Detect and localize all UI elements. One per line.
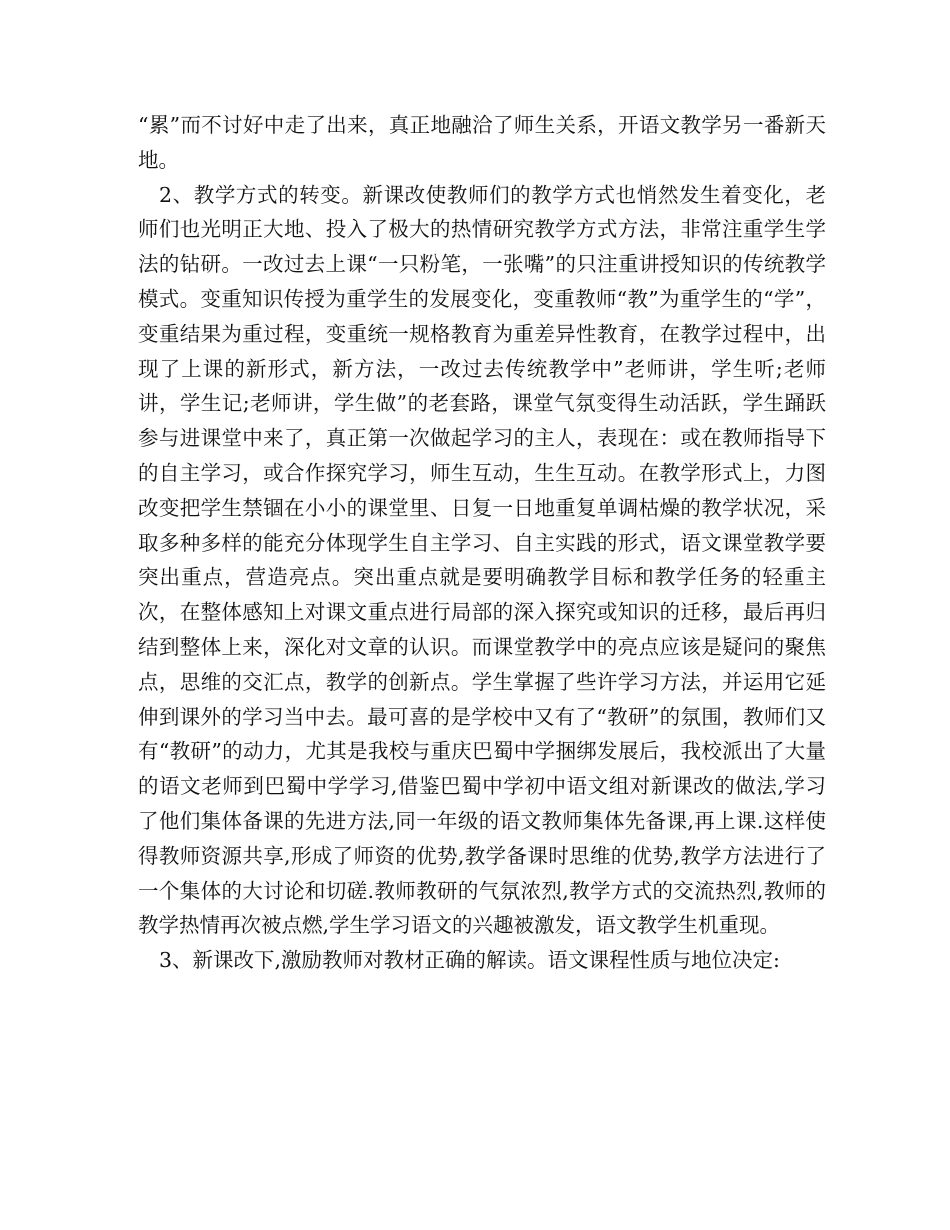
paragraph-2: 2、教学方式的转变。新课改使教师们的教学方式也悄然发生着变化，老师们也光明正大地、投入了极大的热情研究教学方式方法，非常注重学生学法的钻研。一改过去上课“一只粉笔，一张嘴”的只注重讲授知识的传统教学模式。变重知识传授为重学生的发展变化，变重教师“教”为重学生的“学”，变重结果为重过程，变重统一规格教育为重差异性教育，在教学过程中，出现了上课的新形式，新方法，一改过去传统教学中”老师讲，学生听;老师讲，学生记;老师讲，学生做”的老套路，课堂气氛变得生动活跃，学生踊跃参与进课堂中来了，真正第一次做起学习的主人，表现在：或在教师指导下的自主学习，或合作探究学习，师生互动，生生互动。在教学形式上，力图改变把学生禁锢在小小的课堂里、日复一日地重复单调枯燥的教学状况，采取多种多样的能充分体现学生自主学习、自主实践的形式，语文课堂教学要突出重点，营造亮点。突出重点就是要明确教学目标和教学任务的轻重主次，在整体感知上对课文重点进行局部的深入探究或知识的迁移，最后再归结到整体上来，深化对文章的认识。而课堂教学中的亮点应该是疑问的聚焦点，思维的交汇点，教学的创新点。学生掌握了些许学习方法，并运用它延伸到课外的学习当中去。最可喜的是学校中又有了“教研”的氛围，教师们又有“教研”的动力，尤其是我校与重庆巴蜀中学捆绑发展后，我校派出了大量的语文老师到巴蜀中学学习,借鉴巴蜀中学初中语文组对新课改的做法,学习了他们集体备课的先进方法,同一年级的语文教师集体先备课,再上课.这样使得教师资源共享,形成了师资的优势,教学备课时思维的优势,教学方法进行了一个集体的大讨论和切磋.教师教研的气氛浓烈,教学方式的交流热烈,教师的教学热情再次被点燃,学生学习语文的兴趣被激发，语文教学生机重现。 [138, 182, 826, 938]
document-page [138, 108, 826, 978]
paragraph-1: “累”而不讨好中走了出来，真正地融洽了师生关系，开语文教学另一番新天地。 [138, 113, 826, 172]
paragraph-3: 3、新课改下,激励教师对教材正确的解读。语文课程性质与地位决定: [159, 948, 780, 973]
